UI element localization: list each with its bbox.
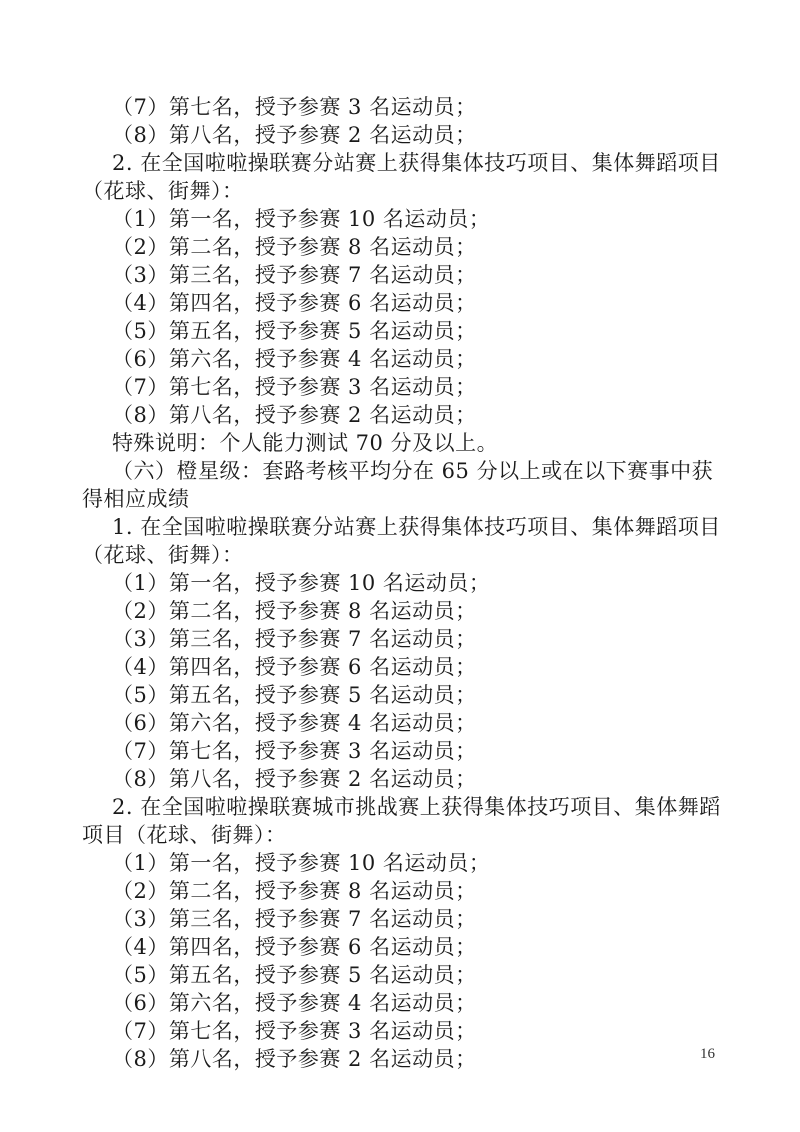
section-heading-cont: （花球、街舞）：	[82, 543, 244, 567]
award-line: （5）第五名，授予参赛 5 名运动员；	[112, 319, 477, 343]
page-number: 16	[700, 1046, 715, 1062]
award-line: （4）第四名，授予参赛 6 名运动员；	[112, 655, 477, 679]
level-heading: （六）橙星级：套路考核平均分在 65 分以上或在以下赛事中获	[112, 459, 714, 483]
award-line: （1）第一名，授予参赛 10 名运动员；	[112, 207, 491, 231]
level-heading-cont: 得相应成绩	[82, 487, 190, 511]
section-heading: 1. 在全国啦啦操联赛分站赛上获得集体技巧项目、集体舞蹈项目	[112, 515, 721, 539]
award-line: （8）第八名，授予参赛 2 名运动员；	[112, 403, 477, 427]
section-heading-cont: （花球、街舞）：	[82, 179, 244, 203]
award-line: （7）第七名，授予参赛 3 名运动员；	[112, 1019, 477, 1043]
award-line: （7）第七名，授予参赛 3 名运动员；	[112, 739, 477, 763]
section-heading: 2. 在全国啦啦操联赛分站赛上获得集体技巧项目、集体舞蹈项目	[112, 151, 721, 175]
award-line: （3）第三名，授予参赛 7 名运动员；	[112, 907, 477, 931]
award-line: （3）第三名，授予参赛 7 名运动员；	[112, 627, 477, 651]
award-line: （2）第二名，授予参赛 8 名运动员；	[112, 235, 477, 259]
award-line: （4）第四名，授予参赛 6 名运动员；	[112, 935, 477, 959]
award-line: （6）第六名，授予参赛 4 名运动员；	[112, 347, 477, 371]
award-line: （1）第一名，授予参赛 10 名运动员；	[112, 571, 491, 595]
award-line: （2）第二名，授予参赛 8 名运动员；	[112, 599, 477, 623]
award-line: （7）第七名，授予参赛 3 名运动员；	[112, 95, 477, 119]
award-line: （1）第一名，授予参赛 10 名运动员；	[112, 851, 491, 875]
section-heading-cont: 项目（花球、街舞）：	[82, 823, 287, 847]
special-note: 特殊说明：个人能力测试 70 分及以上。	[112, 431, 499, 455]
award-line: （4）第四名，授予参赛 6 名运动员；	[112, 291, 477, 315]
award-line: （7）第七名，授予参赛 3 名运动员；	[112, 375, 477, 399]
award-line: （6）第六名，授予参赛 4 名运动员；	[112, 991, 477, 1015]
award-line: （6）第六名，授予参赛 4 名运动员；	[112, 711, 477, 735]
section-heading: 2. 在全国啦啦操联赛城市挑战赛上获得集体技巧项目、集体舞蹈	[112, 795, 721, 819]
award-line: （5）第五名，授予参赛 5 名运动员；	[112, 683, 477, 707]
award-line: （8）第八名，授予参赛 2 名运动员；	[112, 123, 477, 147]
award-line: （3）第三名，授予参赛 7 名运动员；	[112, 263, 477, 287]
award-line: （2）第二名，授予参赛 8 名运动员；	[112, 879, 477, 903]
award-line: （8）第八名，授予参赛 2 名运动员；	[112, 767, 477, 791]
award-line: （5）第五名，授予参赛 5 名运动员；	[112, 963, 477, 987]
award-line: （8）第八名，授予参赛 2 名运动员；	[112, 1047, 477, 1071]
